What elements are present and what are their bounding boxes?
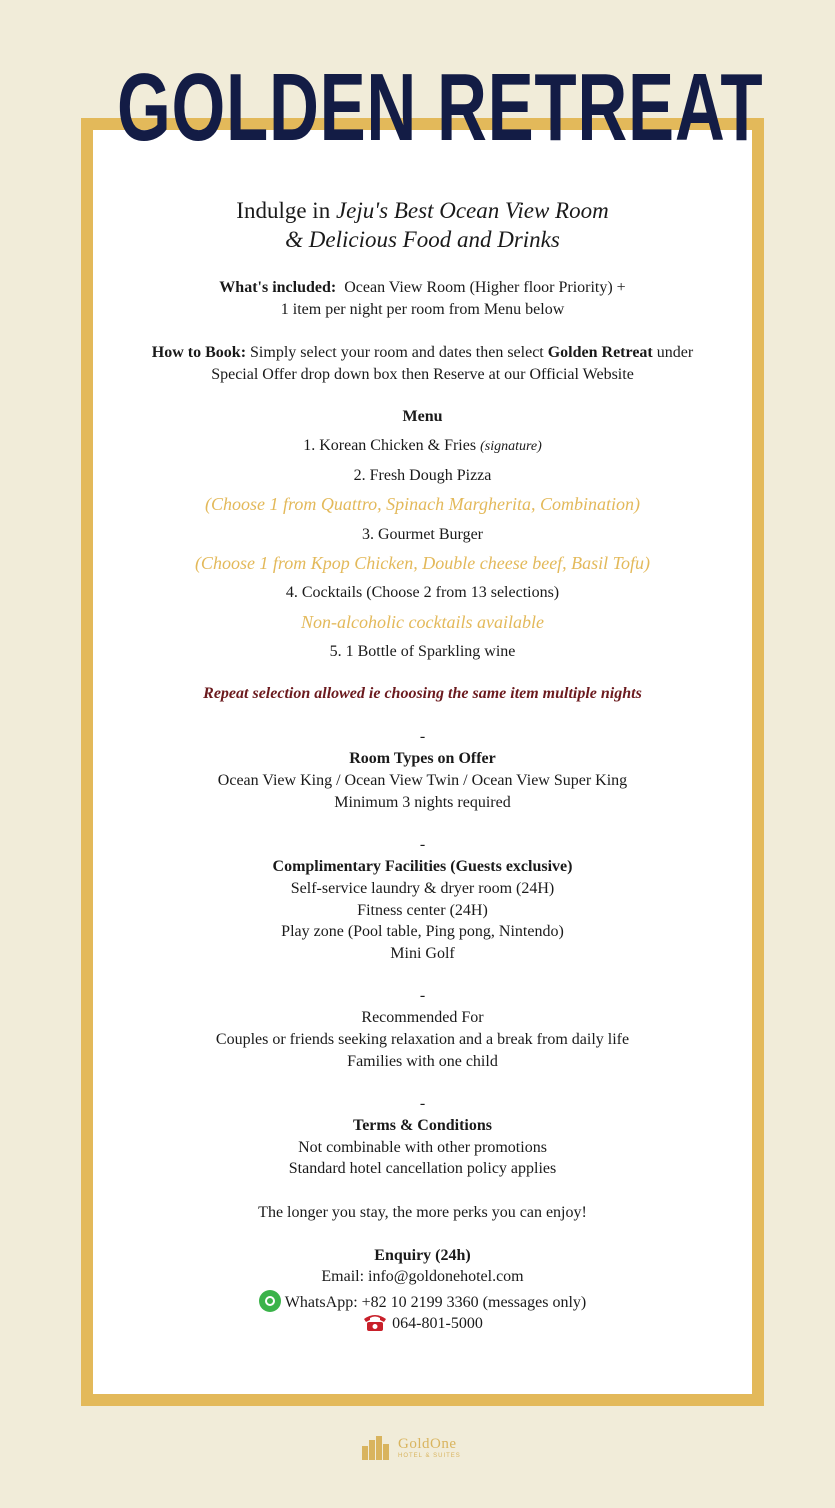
separator-1: - [419, 728, 426, 745]
enquiry-whatsapp[interactable]: WhatsApp: +82 10 2199 3360 (messages only) [284, 1294, 587, 1311]
menu-item-1 [93, 437, 752, 455]
rooms-heading: Room Types on Offer [349, 750, 496, 767]
terms-heading: Terms & Conditions [353, 1117, 492, 1134]
included-label: What's included: [219, 279, 337, 296]
how-to-book-line-1 [93, 344, 752, 362]
recommended-heading: Recommended For [361, 1009, 484, 1026]
menu-item-3-note: (Choose 1 from Kpop Chicken, Double cheese beef, Basil Tofu) [194, 553, 651, 573]
city-buildings-icon [360, 1436, 392, 1460]
telephone-icon [362, 1312, 388, 1332]
enquiry-whatsapp-line [93, 1290, 752, 1312]
menu-item-1-text: 1. Korean Chicken & Fries [303, 437, 481, 454]
menu-item-4: 4. Cocktails (Choose 2 from 13 selections) [285, 584, 560, 601]
how-to-book-text-2: Special Offer drop down box then Reserve at our Official Website [211, 366, 634, 383]
headline-line-1 [93, 198, 752, 224]
enquiry-heading: Enquiry (24h) [374, 1247, 471, 1264]
menu-item-2: 2. Fresh Dough Pizza [353, 467, 492, 484]
separator-4: - [419, 1095, 426, 1112]
headline-line-2 [93, 227, 752, 253]
headline-prefix: Indulge in [236, 198, 336, 223]
menu-item-5: 5. 1 Bottle of Sparkling wine [329, 643, 516, 660]
facilities-line-3: Play zone (Pool table, Ping pong, Nintendo) [281, 923, 564, 940]
separator-3: - [419, 987, 426, 1004]
hotel-logo [360, 1436, 490, 1464]
menu-item-2-note: (Choose 1 from Quattro, Spinach Margherita, Combination) [205, 494, 640, 514]
recommended-line-1: Couples or friends seeking relaxation and a break from daily life [215, 1031, 630, 1048]
menu-item-3: 3. Gourmet Burger [361, 526, 483, 543]
facilities-heading: Complimentary Facilities (Guests exclusive) [272, 858, 573, 875]
logo-subtitle: HOTEL & SUITES [398, 1453, 461, 1459]
terms-line-2: Standard hotel cancellation policy applies [288, 1160, 557, 1177]
rooms-line-2: Minimum 3 nights required [334, 794, 511, 811]
whatsapp-icon [259, 1290, 281, 1312]
menu-item-4-note: Non-alcoholic cocktails available [301, 612, 544, 632]
rooms-line-1: Ocean View King / Ocean View Twin / Ocean View Super King [217, 772, 628, 789]
how-to-book-offer-name: Golden Retreat [547, 344, 653, 361]
page-title: GOLDEN RETREAT [117, 54, 764, 161]
separator-2: - [419, 836, 426, 853]
how-to-book-label: How to Book: [151, 344, 247, 361]
terms-line-1: Not combinable with other promotions [298, 1139, 547, 1156]
included-text-2: 1 item per night per room from Menu below [280, 301, 565, 318]
perks-text: The longer you stay, the more perks you can enjoy! [258, 1204, 587, 1221]
facilities-line-2: Fitness center (24H) [357, 902, 488, 919]
included-text-1: Ocean View Room (Higher floor Priority) + [344, 279, 626, 296]
headline-emphasis: Jeju's Best Ocean View Room [335, 198, 609, 223]
included-line-1 [93, 279, 752, 297]
enquiry-phone[interactable]: 064-801-5000 [392, 1315, 483, 1332]
headline-line2-text: & Delicious Food and Drinks [285, 227, 560, 252]
logo-name: GoldOne [398, 1436, 457, 1452]
enquiry-email[interactable]: Email: info@goldonehotel.com [321, 1268, 524, 1285]
facilities-line-1: Self-service laundry & dryer room (24H) [290, 880, 555, 897]
repeat-note: Repeat selection allowed ie choosing the same item multiple nights [203, 685, 642, 702]
recommended-line-2: Families with one child [347, 1053, 498, 1070]
menu-heading: Menu [402, 408, 443, 425]
enquiry-phone-line [93, 1312, 752, 1333]
how-to-book-text-a: Simply select your room and dates then select [250, 344, 548, 361]
menu-item-1-note: (signature) [480, 439, 542, 454]
facilities-line-4: Mini Golf [390, 945, 455, 962]
how-to-book-text-c: under [652, 344, 694, 361]
